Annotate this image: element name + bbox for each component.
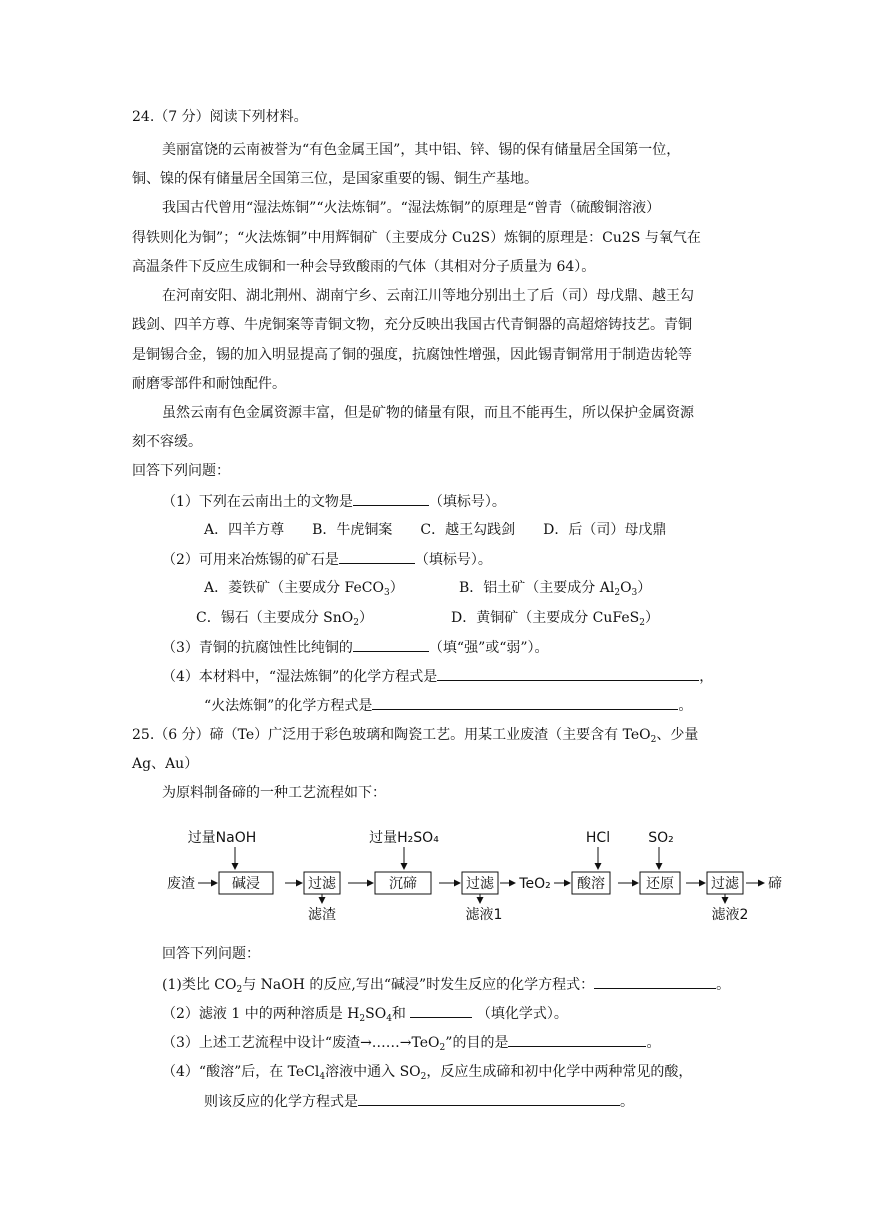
process-flow-diagram: [164, 823, 794, 923]
q24-sub3: （3）青铜的抗腐蚀性比纯铜的 （填“强”或“弱”）。: [162, 640, 549, 656]
flow-box-label: 酸溶: [577, 876, 605, 892]
answer-blank[interactable]: [339, 550, 415, 564]
q24-para3-line2: 践剑、四羊方尊、牛虎铜案等青铜文物，充分反映出我国古代青铜器的高超熔铸技艺。青铜: [132, 317, 692, 333]
q24-para2-line3: 高温条件下反应生成铜和一种会导致酸雨的气体（其相对分子质量为 64）。: [132, 259, 596, 275]
q24-para4-line2: 刻不容缓。: [132, 434, 202, 450]
q24-answer-prompt: 回答下列问题：: [132, 463, 230, 479]
q25-sub4: （4）“酸溶”后，在 TeCl$_4$溶液中通入 $SO_2$，反应生成碲和初中化学中两种常见的酸，: [162, 1064, 693, 1082]
flow-output-label: 滤液1: [465, 907, 503, 923]
flow-box-label: 过滤: [466, 876, 494, 892]
flow-intermediate-label: TeO₂: [519, 876, 551, 892]
q24-para1-line2: 铜、镍的保有储量居全国第三位，是国家重要的锡、铜生产基地。: [132, 171, 538, 187]
q24-heading: 24.（7 分）阅读下列材料。: [132, 109, 308, 125]
q25-heading-line2: Ag、Au）: [132, 756, 199, 772]
answer-blank[interactable]: [594, 975, 716, 989]
flow-box-label: 沉碲: [389, 876, 417, 892]
q25-heading: 25.（6 分）碲（Te）广泛用于彩色玻璃和陶瓷工艺。用某工业废渣（主要含有 TeO$_2$、少量: [132, 727, 699, 745]
answer-blank[interactable]: [410, 1004, 472, 1018]
q24-para3-line3: 是铜锡合金，锡的加入明显提高了铜的强度，抗腐蚀性增强，因此锡青铜常用于制造齿轮等: [132, 347, 692, 363]
q24-sub2: （2）可用来冶炼锡的矿石是 （填标号）。: [162, 552, 492, 568]
answer-blank[interactable]: [353, 638, 429, 652]
flow-start-label: 废渣: [167, 876, 195, 892]
answer-blank[interactable]: [437, 667, 699, 681]
q24-para2-line1: 我国古代曾用“湿法炼铜”“火法炼铜”。“湿法炼铜”的原理是“曾青（硫酸铜溶液）: [162, 200, 661, 216]
q24-para4-line1: 虽然云南有色金属资源丰富，但是矿物的储量有限，而且不能再生，所以保护金属资源: [162, 405, 694, 421]
flow-reagent-label: HCl: [585, 830, 611, 846]
q24-para3-line4: 耐磨零部件和耐蚀配件。: [132, 376, 286, 392]
q25-sub4-line2: 则该反应的化学方程式是 。: [204, 1094, 634, 1110]
q24-option-c: C．锡石（主要成分 SnO$_2$）: [196, 610, 373, 628]
answer-blank[interactable]: [353, 492, 429, 506]
q24-para1-line1: 美丽富饶的云南被誉为“有色金属王国”，其中铝、锌、锡的保有储量居全国第一位，: [162, 142, 681, 158]
flow-end-label: 碲: [768, 876, 782, 892]
q24-para3-line1: 在河南安阳、湖北荆州、湖南宁乡、云南江川等地分别出土了后（司）母戊鼎、越王勾: [162, 288, 694, 304]
flow-reagent-label: SO₂: [648, 830, 674, 846]
flow-box-label: 过滤: [711, 876, 739, 892]
q24-sub1: （1）下列在云南出土的文物是 （填标号）。: [162, 494, 506, 510]
answer-blank[interactable]: [508, 1033, 646, 1047]
q25-sub2: （2）滤液 1 中的两种溶质是 $H_2SO_4$和 （填化学式）。: [162, 1006, 568, 1024]
answer-blank[interactable]: [372, 696, 678, 710]
flow-output-label: 滤液2: [711, 907, 749, 923]
q24-para2-line2: 得铁则化为铜”；“火法炼铜”中用辉铜矿（主要成分 Cu2S）炼铜的原理是：Cu2S 与氧气在: [132, 230, 701, 246]
q24-option-b: B．铝土矿（主要成分 $Al_2O_3$）: [459, 580, 652, 598]
q24-option-a: A．菱铁矿（主要成分 FeCO$_3$）: [204, 580, 404, 598]
answer-blank[interactable]: [358, 1092, 620, 1106]
q25-sub3: （3）上述工艺流程中设计“废渣→……→TeO$_2$”的目的是 。: [162, 1035, 661, 1053]
q25-intro: 为原料制备碲的一种工艺流程如下：: [162, 785, 386, 801]
flow-box-label: 过滤: [308, 876, 336, 892]
flow-output-label: 滤渣: [308, 907, 336, 923]
flow-reagent-label: 过量NaOH: [187, 830, 257, 846]
q25-answer-prompt: 回答下列问题：: [162, 946, 260, 962]
q24-sub4-line2: “火法炼铜”的化学方程式是 。: [204, 698, 693, 714]
q24-option-d: D．黄铜矿（主要成分 CuFeS$_2$）: [451, 610, 659, 628]
flow-reagent-label: 过量H₂SO₄: [369, 830, 439, 846]
q25-sub1: (1)类比 $CO_2$与 NaOH 的反应,写出“碱浸”时发生反应的化学方程式： 。: [162, 977, 731, 995]
flow-box-label: 还原: [646, 876, 674, 892]
flow-box-label: 碱浸: [232, 876, 260, 892]
q24-sub4: （4）本材料中，“湿法炼铜”的化学方程式是 ，: [162, 669, 714, 685]
q24-sub1-options: A．四羊方尊 B．牛虎铜案 C．越王勾践剑 D．后（司）母戊鼎: [204, 522, 667, 538]
